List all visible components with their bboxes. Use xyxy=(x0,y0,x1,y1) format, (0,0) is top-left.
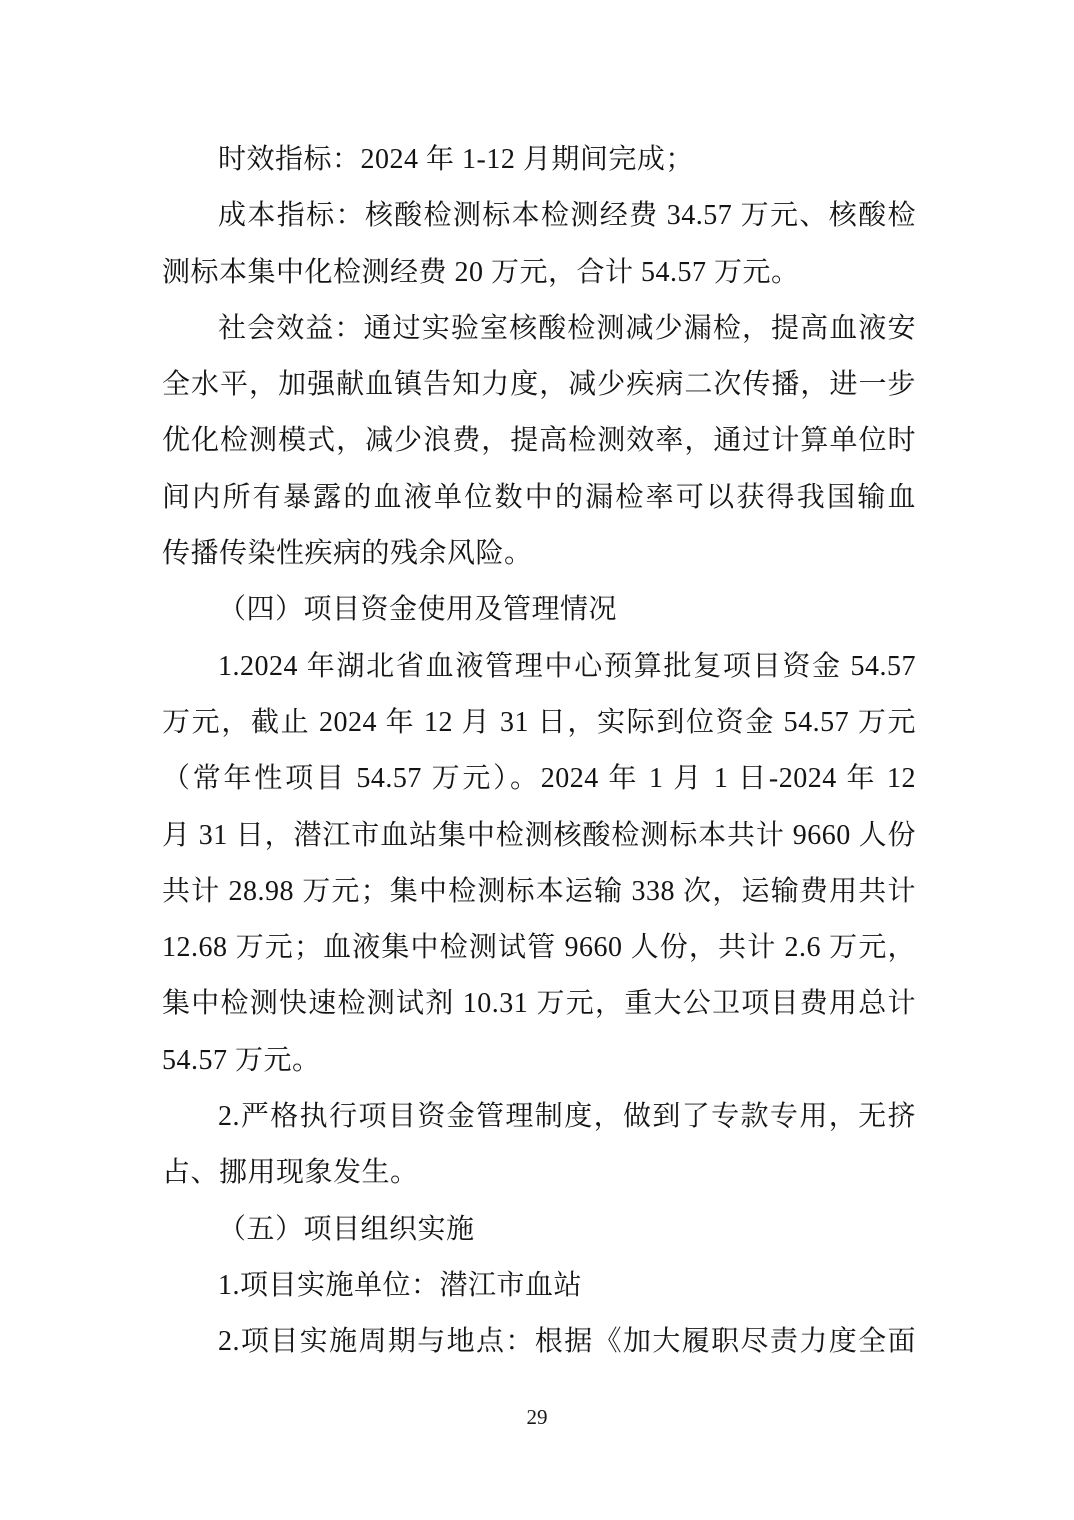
text-line: 1.项目实施单位：潜江市血站 xyxy=(218,1269,583,1301)
text-line: 优化检测模式，减少浪费，提高检测效率，通过计算单位时 xyxy=(162,425,916,457)
text-line: 月 31 日，潜江市血站集中检测核酸检测标本共计 9660 人份 xyxy=(162,819,916,851)
page-number: 29 xyxy=(526,1405,548,1429)
text-line: 间内所有暴露的血液单位数中的漏检率可以获得我国输血 xyxy=(162,481,916,513)
text-line: 2.项目实施周期与地点：根据《加大履职尽责力度全面 xyxy=(218,1326,916,1358)
text-line: 共计 28.98 万元；集中检测标本运输 338 次，运输费用共计 xyxy=(162,875,916,907)
text-line: 社会效益：通过实验室核酸检测减少漏检，提高血液安 xyxy=(218,312,916,344)
text-line: 时效指标：2024 年 1-12 月期间完成； xyxy=(218,144,694,175)
text-line: 12.68 万元；血液集中检测试管 9660 人份，共计 2.6 万元， xyxy=(162,932,916,964)
text-line: 集中检测快速检测试剂 10.31 万元，重大公卫项目费用总计 xyxy=(162,988,916,1020)
section-heading: （五）项目组织实施 xyxy=(218,1213,475,1245)
document-body xyxy=(162,132,916,1371)
text-line: （常年性项目 54.57 万元）。2024 年 1 月 1 日-2024 年 12 xyxy=(162,763,916,795)
text-line: 传播传染性疾病的残余风险。 xyxy=(162,538,533,570)
text-line: 成本指标：核酸检测标本检测经费 34.57 万元、核酸检 xyxy=(218,200,916,232)
text-line: 54.57 万元。 xyxy=(162,1044,321,1076)
text-line: 万元，截止 2024 年 12 月 31 日，实际到位资金 54.57 万元 xyxy=(162,706,916,738)
section-heading: （四）项目资金使用及管理情况 xyxy=(218,594,618,626)
page-footer xyxy=(0,1404,1074,1430)
text-line: 2.严格执行项目资金管理制度，做到了专款专用，无挤 xyxy=(218,1101,916,1133)
text-line: 测标本集中化检测经费 20 万元，合计 54.57 万元。 xyxy=(162,256,800,288)
text-line: 占、挪用现象发生。 xyxy=(162,1157,419,1189)
text-line: 1.2024 年湖北省血液管理中心预算批复项目资金 54.57 xyxy=(218,650,916,682)
text-line: 全水平，加强献血镇告知力度，减少疾病二次传播，进一步 xyxy=(162,369,916,401)
